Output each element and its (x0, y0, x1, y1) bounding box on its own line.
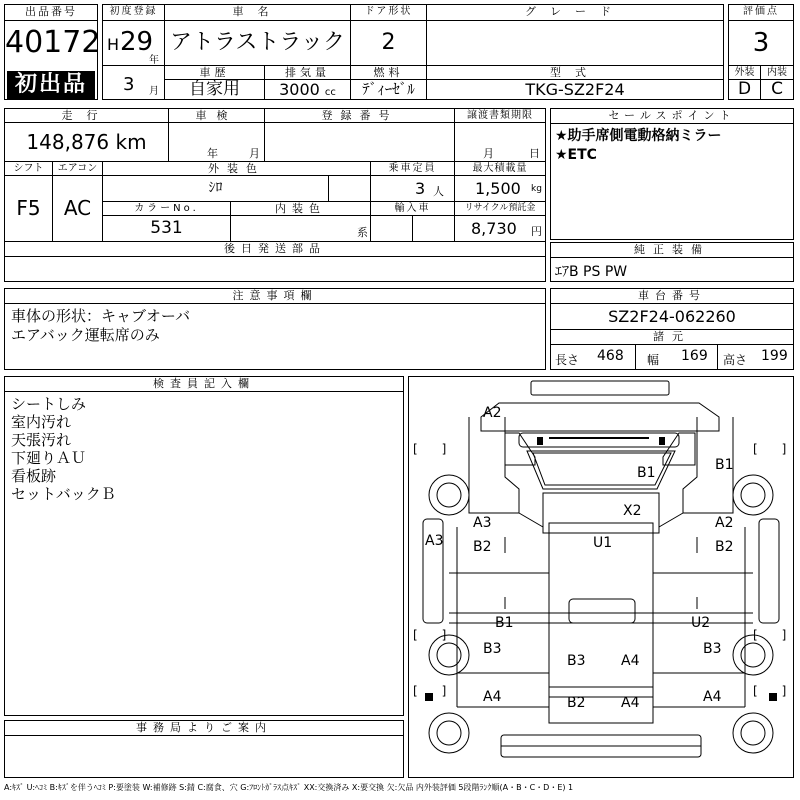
damage-mark-b3-right: B3 (703, 641, 722, 657)
capacity-unit: 人 (433, 185, 444, 198)
inspector-label: 検査員記入欄 (5, 377, 403, 392)
era: H (107, 35, 120, 54)
score-label: 評価点 (729, 5, 793, 21)
inspector-text: シートしみ 室内汚れ 天張汚れ 下廻りＡＵ 看板跡 セットバックＢ (11, 395, 116, 503)
first-listing-badge: 初出品 (7, 71, 95, 99)
load-label: 最大積載量 (455, 162, 545, 176)
chassis-label: 車台番号 (551, 289, 793, 304)
damage-mark-b1-hood: B1 (637, 465, 656, 481)
year-unit: 年 (149, 55, 159, 66)
damage-mark-a2-right-door: A2 (715, 515, 734, 531)
notes-box (4, 288, 546, 370)
reg-year: 29 (120, 27, 154, 57)
office-label: 事務局よりご案内 (5, 721, 403, 736)
transfer-value (455, 123, 545, 161)
first-reg-label: 初度登録 (103, 5, 165, 21)
grade-label: グレード (427, 5, 723, 21)
capacity-value: 3 (415, 179, 426, 198)
lot-number: 40172 (5, 25, 101, 60)
mileage-label: 走行 (5, 109, 169, 123)
mileage-value: 148,876 km (5, 123, 169, 161)
import-value (371, 216, 455, 241)
damage-mark-b3-left: B3 (483, 641, 502, 657)
equipment-box (550, 242, 794, 282)
hgt-value: 199 (761, 348, 788, 364)
damage-mark-u2: U2 (691, 615, 711, 631)
bracket-left-top: [ ] (413, 442, 447, 456)
chassis-value: SZ2F24-062260 (551, 304, 793, 330)
dims-row (551, 345, 793, 369)
shift-label: シフト (5, 162, 53, 176)
shift-value: F5 (5, 176, 53, 241)
fuel-value: ﾃﾞｨｰｾﾞﾙ (351, 80, 427, 99)
load-unit: kg (531, 184, 542, 194)
recycle-value: 8,730 (471, 219, 517, 238)
bracket-right-mid: [ ] (753, 628, 787, 642)
model-value: TKG-SZ2F24 (525, 80, 625, 99)
colorno-label: カラーNo. (103, 202, 231, 216)
first-reg-month (103, 65, 165, 99)
damage-mark-b2-left: B2 (473, 539, 492, 555)
bracket-left-bot: [ ] (413, 684, 447, 698)
equipment-text: ｴｱB PS PW (555, 264, 628, 280)
car-diagram (409, 377, 793, 777)
vehicle-info-box (102, 4, 724, 100)
equipment-label: 純正装備 (551, 243, 793, 258)
int-color-unit: 系 (357, 226, 368, 239)
interior-value: C (771, 79, 783, 99)
color-value-box (103, 176, 371, 202)
capacity-value-box (371, 176, 455, 202)
load-value-box (455, 176, 545, 202)
load-value: 1,500 (475, 179, 521, 198)
damage-mark-b1-right-wheel: B1 (715, 457, 734, 473)
inspection-label: 車検 (169, 109, 265, 123)
damage-mark-a4-bed: A4 (621, 653, 640, 669)
model-label: 型式 (427, 66, 723, 80)
ac-value: AC (53, 176, 103, 241)
dims-label: 諸元 (551, 330, 793, 345)
damage-mark-a4-right-rear: A4 (703, 689, 722, 705)
capacity-label: 乗車定員 (371, 162, 455, 176)
damage-mark-b3-bed: B3 (567, 653, 586, 669)
import-label: 輸入車 (371, 202, 455, 216)
damage-mark-a4-left-rear: A4 (483, 689, 502, 705)
lot-number-box (4, 4, 101, 100)
grade-value (427, 21, 723, 65)
chassis-box (550, 288, 794, 370)
recycle-unit: 円 (531, 225, 542, 238)
len-value: 468 (597, 348, 624, 364)
transfer-label: 譲渡書類期限 (455, 109, 545, 123)
month-unit: 月 (149, 86, 159, 97)
cc-unit: cc (324, 87, 336, 98)
car-name: アトラストラック (165, 21, 351, 65)
hgt-label: 高さ (723, 353, 748, 367)
score-value: 3 (752, 28, 770, 58)
details-box (4, 108, 546, 282)
later-parts-label: 後日発送部品 (5, 242, 545, 257)
damage-mark-u1: U1 (593, 535, 613, 551)
int-color-label: 内装色 (231, 202, 371, 216)
insp-month-unit: 月 (249, 147, 260, 160)
damage-mark-b2-rear: B2 (567, 695, 586, 711)
damage-mark-x2: X2 (623, 503, 642, 519)
sales-point-label: セールスポイント (551, 109, 793, 124)
ac-label: エアコン (53, 162, 103, 176)
car-name-label: 車名 (165, 5, 351, 21)
office-box (4, 720, 404, 778)
lot-number-label: 出品番号 (5, 5, 97, 21)
recycle-label: リサイクル預託金 (455, 202, 545, 216)
displacement-value (265, 80, 351, 99)
notes-label: 注意事項欄 (5, 289, 545, 304)
trans-month-unit: 月 (483, 147, 494, 160)
inspection-value (169, 123, 265, 161)
color-value: ｼﾛ (103, 176, 329, 201)
damage-mark-a2-front: A2 (483, 405, 502, 421)
colorno-value: 531 (103, 216, 231, 241)
damage-diagram-box (408, 376, 794, 778)
first-reg-value (103, 21, 165, 65)
bracket-right-bot: [ ] (753, 684, 787, 698)
wid-value: 169 (681, 348, 708, 364)
damage-mark-b1-left-rail: B1 (495, 615, 514, 631)
notes-text: 車体の形状：キャブオーバ エアバック運転席のみ (11, 307, 191, 344)
bracket-right-top: [ ] (753, 442, 787, 456)
history-value: 自家用 (165, 80, 265, 99)
legend-text: A:ｷｽﾞ U:ﾍｺﾐ B:ｷｽﾞを伴うﾍｺﾐ P:要塗装 W:補修跡 S:錆 C:腐食、穴 G:ﾌﾛﾝﾄｶﾞﾗｽ点ｷｽﾞ XX:交換済み X:要交換 欠:欠品 内外装評価 5段階ﾗﾝｸ順(A・B・C・D・E) 1 (4, 783, 574, 792)
reg-month: 3 (123, 74, 135, 95)
reg-no-label: 登録番号 (265, 109, 455, 123)
sales-point-box (550, 108, 794, 240)
doors-label: ドア形状 (351, 5, 427, 21)
damage-mark-b2-right: B2 (715, 539, 734, 555)
inspector-box (4, 376, 404, 716)
damage-mark-a3-left-door: A3 (473, 515, 492, 531)
color-label: 外装色 (103, 162, 371, 176)
wid-label: 幅 (647, 353, 660, 367)
score-box (728, 4, 794, 100)
insp-year-unit: 年 (207, 147, 218, 160)
recycle-value-box (455, 216, 545, 241)
exterior-value: D (729, 80, 761, 99)
len-label: 長さ (555, 353, 580, 367)
exterior-label: 外装 (729, 65, 761, 80)
doors-value: 2 (351, 21, 427, 65)
trans-day-unit: 日 (529, 147, 540, 160)
damage-mark-a4-rear: A4 (621, 695, 640, 711)
sales-point-text: ★助手席側電動格納ミラー ★ETC (555, 128, 722, 163)
bracket-left-mid: [ ] (413, 628, 447, 642)
displacement: 3000 (279, 80, 320, 99)
damage-mark-a3-left-panel: A3 (425, 533, 444, 549)
fuel-label: 燃料 (351, 66, 427, 80)
int-color-value (231, 216, 371, 241)
interior-label: 内装 (761, 65, 793, 80)
history-label: 車歴 (165, 66, 265, 80)
displacement-label: 排気量 (265, 66, 351, 80)
reg-no-value (265, 123, 455, 161)
